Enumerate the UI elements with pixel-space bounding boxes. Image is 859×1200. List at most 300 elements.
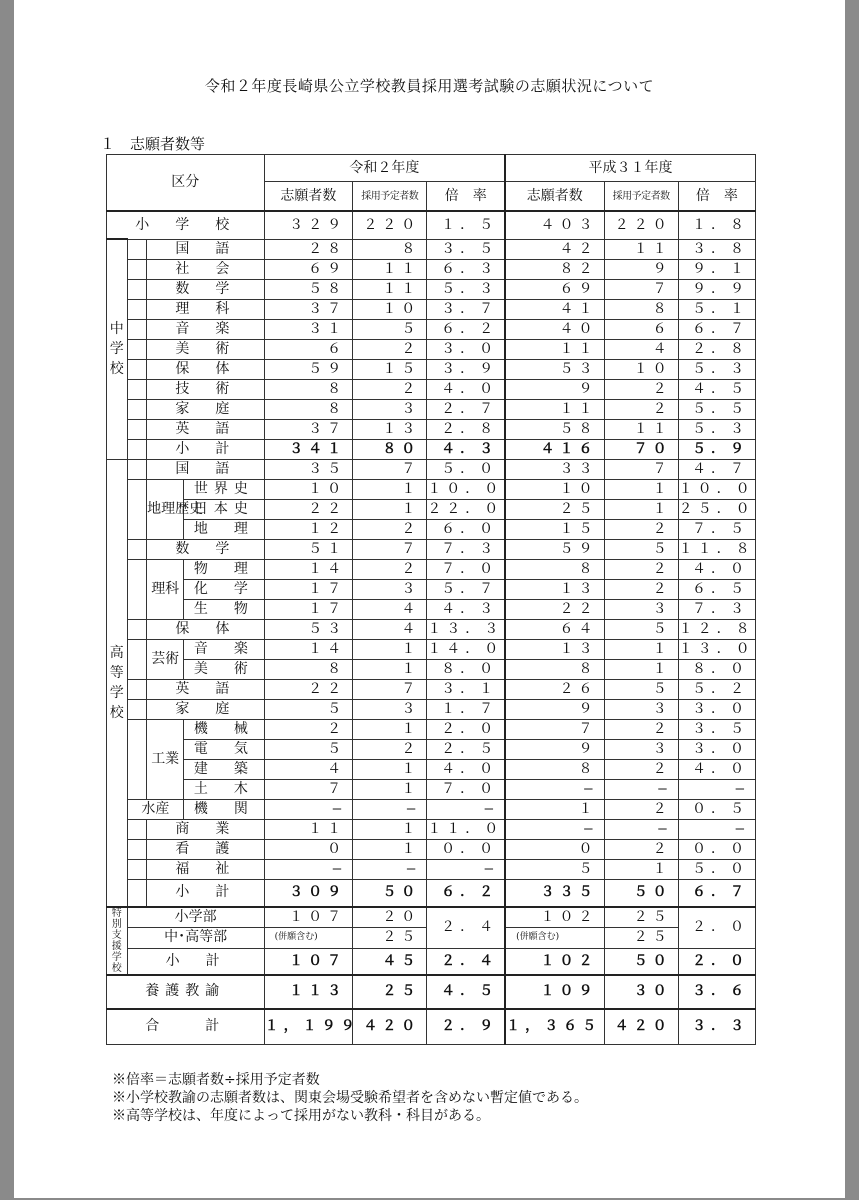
value-cell: ７	[604, 279, 678, 299]
table-row	[107, 339, 756, 359]
value-cell: ５．５	[678, 399, 755, 419]
row-label: 物 理	[184, 559, 264, 579]
table-row	[107, 639, 756, 659]
subgroup-label: 水産	[127, 799, 184, 819]
header-year-new: 令和２年度	[264, 155, 505, 182]
value-cell: ５．７	[427, 579, 505, 599]
value-cell: ２	[604, 719, 678, 739]
table-row	[107, 839, 756, 859]
value-cell: ３．１	[427, 679, 505, 699]
row-label: 理 科	[147, 299, 264, 319]
table-row	[107, 779, 756, 799]
value-cell: １０２	[505, 907, 604, 928]
table-row	[107, 619, 756, 639]
value-cell: ４１	[505, 299, 604, 319]
special-group-label: 特 別 支 援 学 校	[107, 907, 128, 975]
value-cell: １，１９９	[264, 1009, 353, 1045]
value-cell: ５０	[604, 948, 678, 974]
value-cell: １４	[264, 639, 353, 659]
value-cell: ７	[353, 459, 427, 479]
value-cell: ２	[604, 519, 678, 539]
value-cell: ８０	[353, 439, 427, 459]
value-cell: ２	[604, 579, 678, 599]
value-cell: １	[353, 499, 427, 519]
value-cell: ３４１	[264, 439, 353, 459]
table-row	[107, 279, 756, 299]
table-row	[107, 359, 756, 379]
value-cell: ２．７	[427, 399, 505, 419]
value-cell: ５	[604, 679, 678, 699]
value-cell: ９	[505, 379, 604, 399]
value-cell: ３２９	[264, 211, 353, 239]
value-cell: ３	[604, 599, 678, 619]
value-cell: ―	[264, 799, 353, 819]
value-cell: ３	[604, 699, 678, 719]
row-label: 美 術	[184, 659, 264, 679]
value-cell: １	[604, 639, 678, 659]
value-cell: １５	[505, 519, 604, 539]
value-cell: ２．０	[678, 907, 755, 949]
value-cell: ６．３	[427, 259, 505, 279]
value-cell: ８	[505, 759, 604, 779]
value-cell: ０．０	[427, 839, 505, 859]
indent-cell	[127, 279, 147, 299]
subgroup-label: 地理歴史	[147, 479, 184, 539]
value-cell: ２	[353, 739, 427, 759]
value-cell: １０	[264, 479, 353, 499]
value-cell: ９	[505, 739, 604, 759]
value-cell: ３０	[604, 975, 678, 1009]
indent-cell	[127, 639, 147, 679]
value-cell: ７	[505, 719, 604, 739]
value-cell: ２．４	[427, 948, 505, 974]
indent-cell	[127, 679, 147, 699]
value-cell: ５１	[264, 539, 353, 559]
value-cell: ４．５	[678, 379, 755, 399]
table-row	[107, 379, 756, 399]
row-label: 小 計	[127, 948, 264, 974]
value-cell: ―	[678, 819, 755, 839]
value-cell: ５３	[264, 619, 353, 639]
subgroup-label: 芸術	[147, 639, 184, 679]
value-cell: ６．０	[427, 519, 505, 539]
note-cell: (併願含む)	[264, 928, 353, 949]
value-cell: ５０	[604, 879, 678, 907]
value-cell: ３	[353, 399, 427, 419]
table-row	[107, 299, 756, 319]
value-cell: １０７	[264, 948, 353, 974]
value-cell: １１	[505, 339, 604, 359]
value-cell: １０９	[505, 975, 604, 1009]
table-row	[107, 399, 756, 419]
value-cell: ６９	[264, 259, 353, 279]
value-cell: ２．０	[678, 948, 755, 974]
indent-cell	[127, 839, 147, 859]
footnote: ※高等学校は、年度によって採用がない教科・科目がある。	[112, 1108, 490, 1124]
table-row	[107, 319, 756, 339]
row-label: 家 庭	[147, 699, 264, 719]
table-row	[107, 211, 756, 239]
value-cell: ８	[353, 239, 427, 259]
value-cell: １，３６５	[505, 1009, 604, 1045]
value-cell: ６４	[505, 619, 604, 639]
table-row	[107, 975, 756, 1009]
value-cell: ２	[604, 379, 678, 399]
value-cell: ２．９	[427, 1009, 505, 1045]
value-cell: ２５．０	[678, 499, 755, 519]
value-cell: ８２	[505, 259, 604, 279]
value-cell: ５．２	[678, 679, 755, 699]
value-cell: ４	[264, 759, 353, 779]
value-cell: ３０９	[264, 879, 353, 907]
row-label: 美 術	[147, 339, 264, 359]
table-row	[107, 539, 756, 559]
header-planned: 採用予定者数	[353, 182, 427, 212]
table-row	[107, 579, 756, 599]
indent-cell	[127, 379, 147, 399]
value-cell: ２２０	[604, 211, 678, 239]
value-cell: ４０	[505, 319, 604, 339]
value-cell: １	[353, 639, 427, 659]
value-cell: ２２	[505, 599, 604, 619]
value-cell: ―	[604, 779, 678, 799]
indent-cell	[127, 319, 147, 339]
table-row	[107, 499, 756, 519]
value-cell: ７	[604, 459, 678, 479]
value-cell: ３．０	[678, 739, 755, 759]
value-cell: ４．７	[678, 459, 755, 479]
value-cell: ７	[264, 779, 353, 799]
row-label: 数 学	[147, 539, 264, 559]
row-label: 国 語	[147, 239, 264, 259]
value-cell: ４．０	[678, 759, 755, 779]
row-label: 日本史	[184, 499, 264, 519]
indent-cell	[127, 459, 147, 479]
value-cell: ２	[604, 559, 678, 579]
value-cell: ４．５	[427, 975, 505, 1009]
value-cell: ５．９	[678, 439, 755, 459]
value-cell: ３７	[264, 419, 353, 439]
value-cell: ３．３	[678, 1009, 755, 1045]
value-cell: ３	[353, 699, 427, 719]
table-row	[107, 519, 756, 539]
value-cell: ―	[353, 799, 427, 819]
row-label: 機 械	[184, 719, 264, 739]
value-cell: ２	[604, 839, 678, 859]
value-cell: ８	[604, 299, 678, 319]
value-cell: １０７	[264, 907, 353, 928]
indent-cell	[127, 619, 147, 639]
indent-cell	[127, 439, 147, 459]
header-ratio: 倍 率	[678, 182, 755, 212]
header-ratio: 倍 率	[427, 182, 505, 212]
value-cell: １０２	[505, 948, 604, 974]
subgroup-label: 理科	[147, 559, 184, 619]
indent-cell	[127, 479, 147, 539]
value-cell: ５	[604, 619, 678, 639]
value-cell: ２．４	[427, 907, 505, 949]
value-cell: ３．８	[678, 239, 755, 259]
value-cell: ３．５	[427, 239, 505, 259]
value-cell: ９	[604, 259, 678, 279]
footnote: ※小学校教諭の志願者数は、関東会場受験希望者を含めない暫定値である。	[112, 1090, 588, 1106]
table-row	[107, 439, 756, 459]
indent-cell	[127, 259, 147, 279]
value-cell: ９．１	[678, 259, 755, 279]
value-cell: １０．０	[427, 479, 505, 499]
value-cell: ２５	[353, 928, 427, 949]
value-cell: ７．０	[427, 779, 505, 799]
value-cell: ２	[353, 339, 427, 359]
value-cell: ３３	[505, 459, 604, 479]
value-cell: ―	[353, 859, 427, 879]
value-cell: ４２	[505, 239, 604, 259]
row-label: 中･高等部	[127, 928, 264, 949]
value-cell: １	[353, 479, 427, 499]
value-cell: ２２	[264, 679, 353, 699]
value-cell: ５	[264, 699, 353, 719]
value-cell: ８	[264, 659, 353, 679]
value-cell: ―	[678, 779, 755, 799]
value-cell: ５．０	[427, 459, 505, 479]
note-cell: (併願含む)	[505, 928, 604, 949]
row-label: 生 物	[184, 599, 264, 619]
value-cell: ２．５	[427, 739, 505, 759]
value-cell: ５	[505, 859, 604, 879]
value-cell: ４．３	[427, 599, 505, 619]
value-cell: ４．３	[427, 439, 505, 459]
value-cell: ４	[604, 339, 678, 359]
value-cell: １１	[505, 399, 604, 419]
value-cell: １１	[353, 279, 427, 299]
value-cell: １	[604, 859, 678, 879]
value-cell: １７	[264, 579, 353, 599]
value-cell: ２	[604, 799, 678, 819]
value-cell: ０．５	[678, 799, 755, 819]
value-cell: １３．３	[427, 619, 505, 639]
row-label: 音 楽	[184, 639, 264, 659]
value-cell: ２．８	[427, 419, 505, 439]
applicants-table	[106, 154, 756, 1045]
table-row	[107, 459, 756, 479]
row-label: 世界史	[184, 479, 264, 499]
value-cell: １	[604, 659, 678, 679]
value-cell: １３．０	[678, 639, 755, 659]
value-cell: ４．０	[678, 559, 755, 579]
value-cell: １４．０	[427, 639, 505, 659]
value-cell: ２	[353, 519, 427, 539]
subtotal-row	[107, 879, 756, 907]
value-cell: ―	[505, 779, 604, 799]
value-cell: １	[353, 719, 427, 739]
value-cell: １	[505, 799, 604, 819]
value-cell: １４	[264, 559, 353, 579]
value-cell: ６．２	[427, 319, 505, 339]
header-applicants: 志願者数	[264, 182, 353, 212]
value-cell: ９	[505, 699, 604, 719]
value-cell: ２	[353, 379, 427, 399]
value-cell: １５	[353, 359, 427, 379]
footnote: ※倍率＝志願者数÷採用予定者数	[112, 1072, 320, 1088]
value-cell: １２	[264, 519, 353, 539]
row-label: 養護教諭	[107, 975, 265, 1009]
value-cell: ５	[353, 319, 427, 339]
row-label: 国 語	[147, 459, 264, 479]
value-cell: ８	[264, 379, 353, 399]
row-label: 土 木	[184, 779, 264, 799]
value-cell: ４５	[353, 948, 427, 974]
value-cell: ８	[505, 559, 604, 579]
value-cell: ５０	[353, 879, 427, 907]
value-cell: ７．３	[427, 539, 505, 559]
row-label: 看 護	[147, 839, 264, 859]
value-cell: ５	[604, 539, 678, 559]
value-cell: １１	[604, 419, 678, 439]
value-cell: １１３	[264, 975, 353, 1009]
value-cell: ２５	[353, 975, 427, 1009]
value-cell: ５９	[264, 359, 353, 379]
value-cell: １	[353, 839, 427, 859]
indent-cell	[127, 719, 147, 799]
value-cell: １０	[353, 299, 427, 319]
value-cell: ２	[604, 399, 678, 419]
value-cell: ５８	[505, 419, 604, 439]
value-cell: １．８	[678, 211, 755, 239]
row-label: 地 理	[184, 519, 264, 539]
value-cell: ５９	[505, 539, 604, 559]
header-planned: 採用予定者数	[604, 182, 678, 212]
value-cell: ２２	[264, 499, 353, 519]
value-cell: ２２０	[353, 211, 427, 239]
value-cell: １１．０	[427, 819, 505, 839]
value-cell: ６．７	[678, 319, 755, 339]
value-cell: １	[353, 659, 427, 679]
value-cell: １１	[604, 239, 678, 259]
value-cell: ―	[264, 859, 353, 879]
value-cell: ３１	[264, 319, 353, 339]
row-label: 小 学 校	[107, 211, 265, 239]
value-cell: １	[353, 759, 427, 779]
table-row	[107, 239, 756, 259]
value-cell: ４	[353, 599, 427, 619]
value-cell: ４０３	[505, 211, 604, 239]
row-label: 英 語	[147, 419, 264, 439]
header-year-old: 平成３１年度	[505, 155, 755, 182]
row-label: 化 学	[184, 579, 264, 599]
value-cell: ３．０	[427, 339, 505, 359]
row-label: 福 祉	[147, 859, 264, 879]
value-cell: ８	[505, 659, 604, 679]
total-row	[107, 1009, 756, 1045]
row-label: 保 体	[147, 359, 264, 379]
value-cell: １	[604, 479, 678, 499]
indent-cell	[127, 539, 147, 559]
indent-cell	[127, 399, 147, 419]
row-label: 機 関	[184, 799, 264, 819]
value-cell: ３５	[264, 459, 353, 479]
table-row	[107, 719, 756, 739]
value-cell: １	[353, 779, 427, 799]
value-cell: ５．１	[678, 299, 755, 319]
value-cell: １	[604, 499, 678, 519]
table-row	[107, 679, 756, 699]
value-cell: ６．７	[678, 879, 755, 907]
value-cell: １３	[505, 639, 604, 659]
value-cell: ２	[264, 719, 353, 739]
value-cell: ５３	[505, 359, 604, 379]
value-cell: ４２０	[604, 1009, 678, 1045]
value-cell: ８．０	[427, 659, 505, 679]
junior-group-label: 中 学 校	[107, 239, 128, 459]
table-row	[107, 859, 756, 879]
value-cell: ２．０	[427, 719, 505, 739]
value-cell: ７	[353, 679, 427, 699]
table-row	[107, 819, 756, 839]
value-cell: ６．５	[678, 579, 755, 599]
value-cell: ２０	[353, 907, 427, 928]
indent-cell	[127, 339, 147, 359]
row-label: 家 庭	[147, 399, 264, 419]
value-cell: ３７	[264, 299, 353, 319]
table-row	[107, 479, 756, 499]
high-group-label: 高 等 学 校	[107, 459, 128, 907]
value-cell: ６９	[505, 279, 604, 299]
section-heading: １ 志願者数等	[100, 135, 206, 153]
value-cell: ０．０	[678, 839, 755, 859]
table-row	[107, 559, 756, 579]
indent-cell	[127, 699, 147, 719]
value-cell: ７０	[604, 439, 678, 459]
value-cell: ５．３	[427, 279, 505, 299]
table-row	[107, 907, 756, 928]
row-label: 技 術	[147, 379, 264, 399]
value-cell: ４．０	[427, 379, 505, 399]
value-cell: ６	[264, 339, 353, 359]
subgroup-label: 工業	[147, 719, 184, 799]
value-cell: ５．３	[678, 419, 755, 439]
table-row	[107, 739, 756, 759]
value-cell: ３	[604, 739, 678, 759]
value-cell: １０	[505, 479, 604, 499]
row-label: 小 計	[147, 439, 264, 459]
value-cell: ８．０	[678, 659, 755, 679]
indent-cell	[127, 879, 147, 907]
value-cell: ６．２	[427, 879, 505, 907]
value-cell: ―	[427, 799, 505, 819]
indent-cell	[127, 819, 147, 839]
value-cell: ５	[264, 739, 353, 759]
value-cell: ７．３	[678, 599, 755, 619]
value-cell: ６	[604, 319, 678, 339]
value-cell: １２．８	[678, 619, 755, 639]
value-cell: ３．０	[678, 699, 755, 719]
value-cell: １７	[264, 599, 353, 619]
value-cell: ２	[353, 559, 427, 579]
header-applicants: 志願者数	[505, 182, 604, 212]
value-cell: ３．５	[678, 719, 755, 739]
row-label: 社 会	[147, 259, 264, 279]
row-label: 建 築	[184, 759, 264, 779]
table-row	[107, 799, 756, 819]
value-cell: ３３５	[505, 879, 604, 907]
indent-cell	[127, 859, 147, 879]
table-row	[107, 599, 756, 619]
table-row	[107, 659, 756, 679]
value-cell: ―	[604, 819, 678, 839]
value-cell: ２６	[505, 679, 604, 699]
value-cell: １１	[353, 259, 427, 279]
value-cell: ０	[505, 839, 604, 859]
